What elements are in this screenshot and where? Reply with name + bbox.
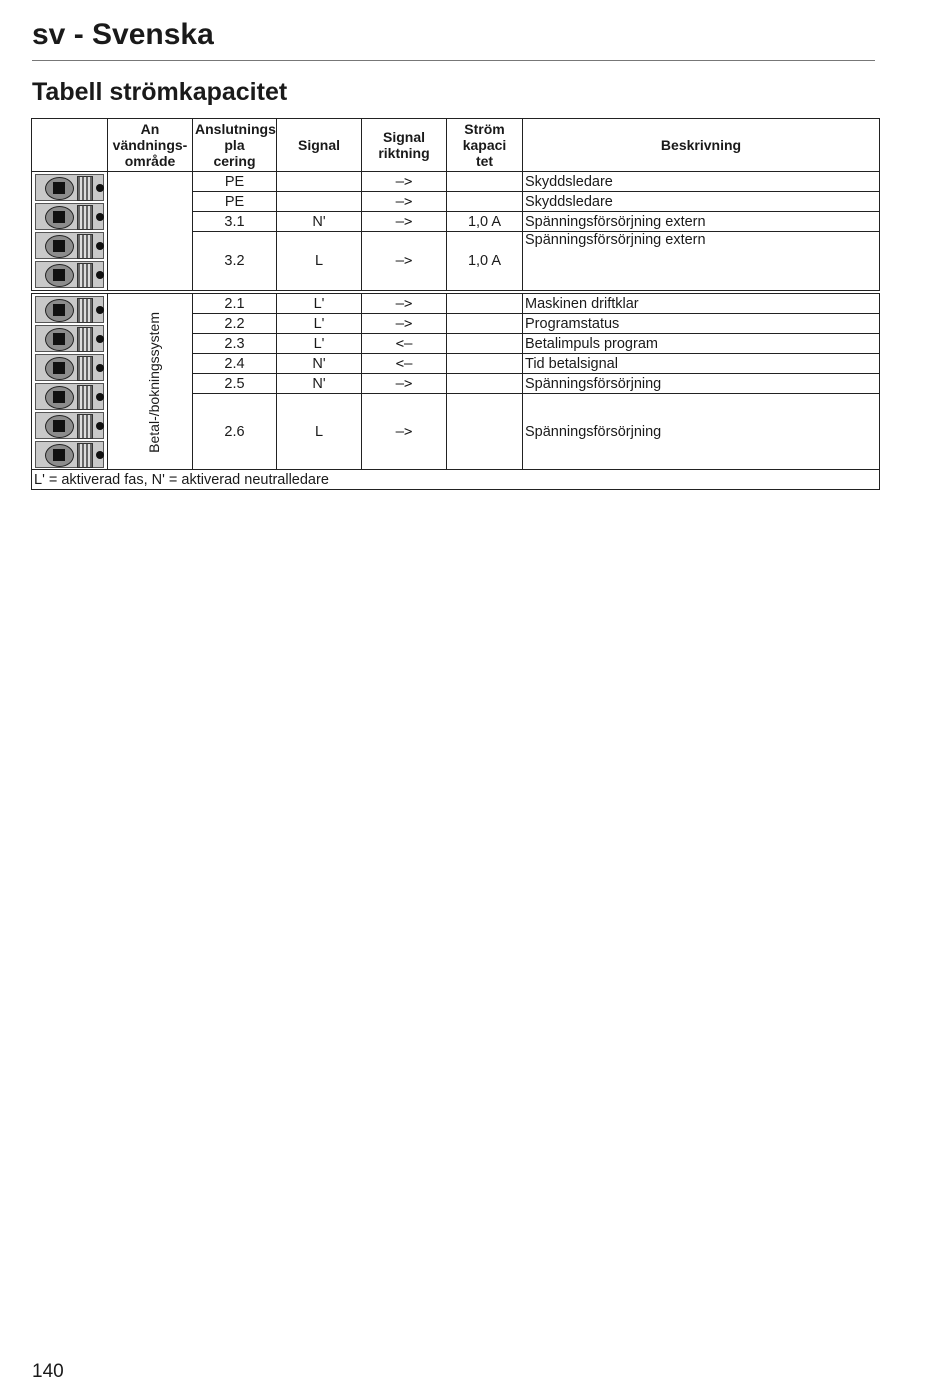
terminal-icon — [35, 412, 104, 439]
signal-cell — [277, 172, 362, 192]
signal-cell: N' — [277, 354, 362, 374]
terminal-icon — [35, 203, 104, 230]
direction-cell: —> — [362, 232, 447, 291]
header-capacity: Ström kapaci tet — [447, 119, 523, 172]
capacity-cell — [447, 334, 523, 354]
capacity-cell — [447, 294, 523, 314]
direction-cell: —> — [362, 212, 447, 232]
placement-cell: 2.1 — [193, 294, 277, 314]
signal-cell: L' — [277, 294, 362, 314]
placement-cell: 2.3 — [193, 334, 277, 354]
placement-cell: 2.5 — [193, 374, 277, 394]
capacity-cell — [447, 314, 523, 334]
description-cell: Spänningsförsörjning — [523, 394, 880, 470]
capacity-cell — [447, 172, 523, 192]
signal-cell: L — [277, 232, 362, 291]
signal-cell: L' — [277, 314, 362, 334]
table-header-row — [32, 119, 880, 172]
terminal-icon — [35, 261, 104, 288]
placement-cell: PE — [193, 192, 277, 212]
description-cell: Spänningsförsörjning extern — [523, 232, 880, 291]
signal-cell: L — [277, 394, 362, 470]
placement-cell: 3.2 — [193, 232, 277, 291]
direction-cell: —> — [362, 394, 447, 470]
capacity-cell — [447, 374, 523, 394]
header-terminal — [32, 119, 108, 172]
area-label: Betal-/bokningssystem — [146, 312, 162, 453]
terminal-icon — [35, 296, 104, 323]
footnote-row — [32, 470, 880, 490]
description-cell: Maskinen driftklar — [523, 294, 880, 314]
terminal-icon — [35, 383, 104, 410]
current-capacity-table — [31, 118, 880, 490]
table-row — [32, 294, 880, 314]
terminal-icon — [35, 325, 104, 352]
description-cell: Skyddsledare — [523, 192, 880, 212]
header-placement: Anslutnings pla cering — [193, 119, 277, 172]
direction-cell: —> — [362, 172, 447, 192]
placement-cell: 2.4 — [193, 354, 277, 374]
direction-cell: —> — [362, 294, 447, 314]
section-title: Tabell strömkapacitet — [32, 78, 288, 106]
terminal-icon — [35, 232, 104, 259]
table-row — [32, 172, 880, 192]
language-header: sv - Svenska — [32, 18, 214, 51]
direction-cell: <— — [362, 334, 447, 354]
terminal-icon — [35, 354, 104, 381]
direction-cell: —> — [362, 374, 447, 394]
signal-cell: L' — [277, 334, 362, 354]
placement-cell: 2.2 — [193, 314, 277, 334]
page-number: 140 — [32, 1361, 64, 1382]
table-footnote: L' = aktiverad fas, N' = aktiverad neutralledare — [32, 470, 880, 490]
terminal-block-illustration — [32, 172, 108, 291]
header-description: Beskrivning — [523, 119, 880, 172]
placement-cell: 2.6 — [193, 394, 277, 470]
direction-cell: —> — [362, 314, 447, 334]
placement-cell: PE — [193, 172, 277, 192]
terminal-icon — [35, 174, 104, 201]
signal-cell — [277, 192, 362, 212]
capacity-cell: 1,0 A — [447, 212, 523, 232]
signal-cell: N' — [277, 212, 362, 232]
placement-cell: 3.1 — [193, 212, 277, 232]
area-cell — [108, 294, 193, 470]
description-cell: Spänningsförsörjning extern — [523, 212, 880, 232]
capacity-cell — [447, 192, 523, 212]
description-cell: Programstatus — [523, 314, 880, 334]
direction-cell: —> — [362, 192, 447, 212]
direction-cell: <— — [362, 354, 447, 374]
area-cell — [108, 172, 193, 291]
terminal-block-illustration — [32, 294, 108, 470]
header-area: An vändnings- område — [108, 119, 193, 172]
header-direction: Signal riktning — [362, 119, 447, 172]
capacity-cell — [447, 394, 523, 470]
header-rule — [32, 60, 875, 61]
description-cell: Tid betalsignal — [523, 354, 880, 374]
description-cell: Skyddsledare — [523, 172, 880, 192]
description-cell: Spänningsförsörjning — [523, 374, 880, 394]
capacity-cell: 1,0 A — [447, 232, 523, 291]
terminal-icon — [35, 441, 104, 468]
capacity-cell — [447, 354, 523, 374]
signal-cell: N' — [277, 374, 362, 394]
description-cell: Betalimpuls program — [523, 334, 880, 354]
header-signal: Signal — [277, 119, 362, 172]
